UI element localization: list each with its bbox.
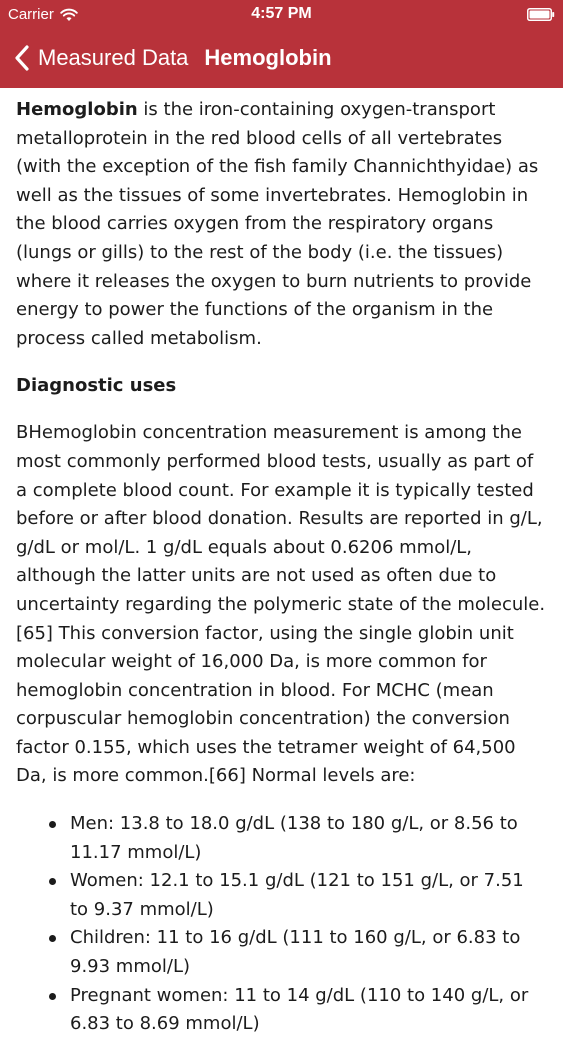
status-time: 4:57 PM bbox=[251, 5, 312, 22]
list-item-text: Women: 12.1 to 15.1 g/dL (121 to 151 g/L, or 7.51 to 9.37 mmol/L) bbox=[70, 870, 524, 920]
navigation-bar bbox=[0, 38, 563, 78]
page-title: Hemoglobin bbox=[204, 45, 332, 70]
back-button[interactable] bbox=[0, 38, 188, 78]
app-header bbox=[0, 0, 563, 88]
list-item-text: Children: 11 to 16 g/dL (111 to 160 g/L, or 6.83 to 9.93 mmol/L) bbox=[70, 927, 521, 978]
diagnostic-paragraph: BHemoglobin concentration measurement is among the most commonly performed blood tests, usually as part of a complete blood count. For example it is typically tested before or after blood donation. Results are reported in g/L, g/dL or mol/L. 1 g/dL equals about 0.6206 mmol/L, although the latter units are not used as often due to uncertainty regarding the polymeric state of the molecule.[65] This conversion factor, using the single globin unit molecular weight of 16,000 Da, is more common for hemoglobin concentration in blood. For MCHC (mean corpuscular hemoglobin concentration) the conversion factor 0.155, which uses the tetramer weight of 64,500 Da, is more common.[66] Normal levels are: bbox=[16, 422, 546, 787]
intro-text: is the iron-containing oxygen-transport metalloprotein in the red blood cells of all vertebrates (with the exception of the fish family Channichthyidae) as well as the tissues of some invertebrates. Hemoglobin in the blood carries oxygen from the respiratory organs (lungs or gills) to the rest of the body (i.e. the tissues) where it releases the oxygen to burn nutrients to provide energy to power the functions of the organism in the process called metabolism. bbox=[16, 99, 539, 349]
article-content bbox=[16, 96, 546, 1039]
bullet-icon bbox=[49, 821, 56, 828]
bullet-icon bbox=[49, 993, 56, 1000]
normal-levels-list bbox=[16, 810, 546, 1039]
section-heading: Diagnostic uses bbox=[16, 375, 177, 397]
bullet-icon bbox=[49, 878, 56, 885]
list-item bbox=[16, 924, 546, 981]
intro-paragraph bbox=[16, 96, 546, 353]
carrier-label: Carrier bbox=[8, 6, 54, 23]
list-item-text: Pregnant women: 11 to 14 g/dL (110 to 140 g/L, or 6.83 to 8.69 mmol/L) bbox=[70, 984, 529, 1035]
status-bar bbox=[0, 0, 563, 30]
list-item bbox=[16, 867, 546, 924]
chevron-left-icon bbox=[14, 45, 30, 71]
battery-icon bbox=[527, 8, 555, 21]
bullet-icon bbox=[49, 935, 56, 942]
intro-term: Hemoglobin bbox=[16, 99, 138, 120]
back-button-label: Measured Data bbox=[38, 45, 189, 70]
list-item-text: Men: 13.8 to 18.0 g/dL (138 to 180 g/L, or 8.56 to 11.17 mmol/L) bbox=[70, 813, 518, 863]
list-item bbox=[16, 810, 546, 867]
list-item bbox=[16, 982, 546, 1039]
